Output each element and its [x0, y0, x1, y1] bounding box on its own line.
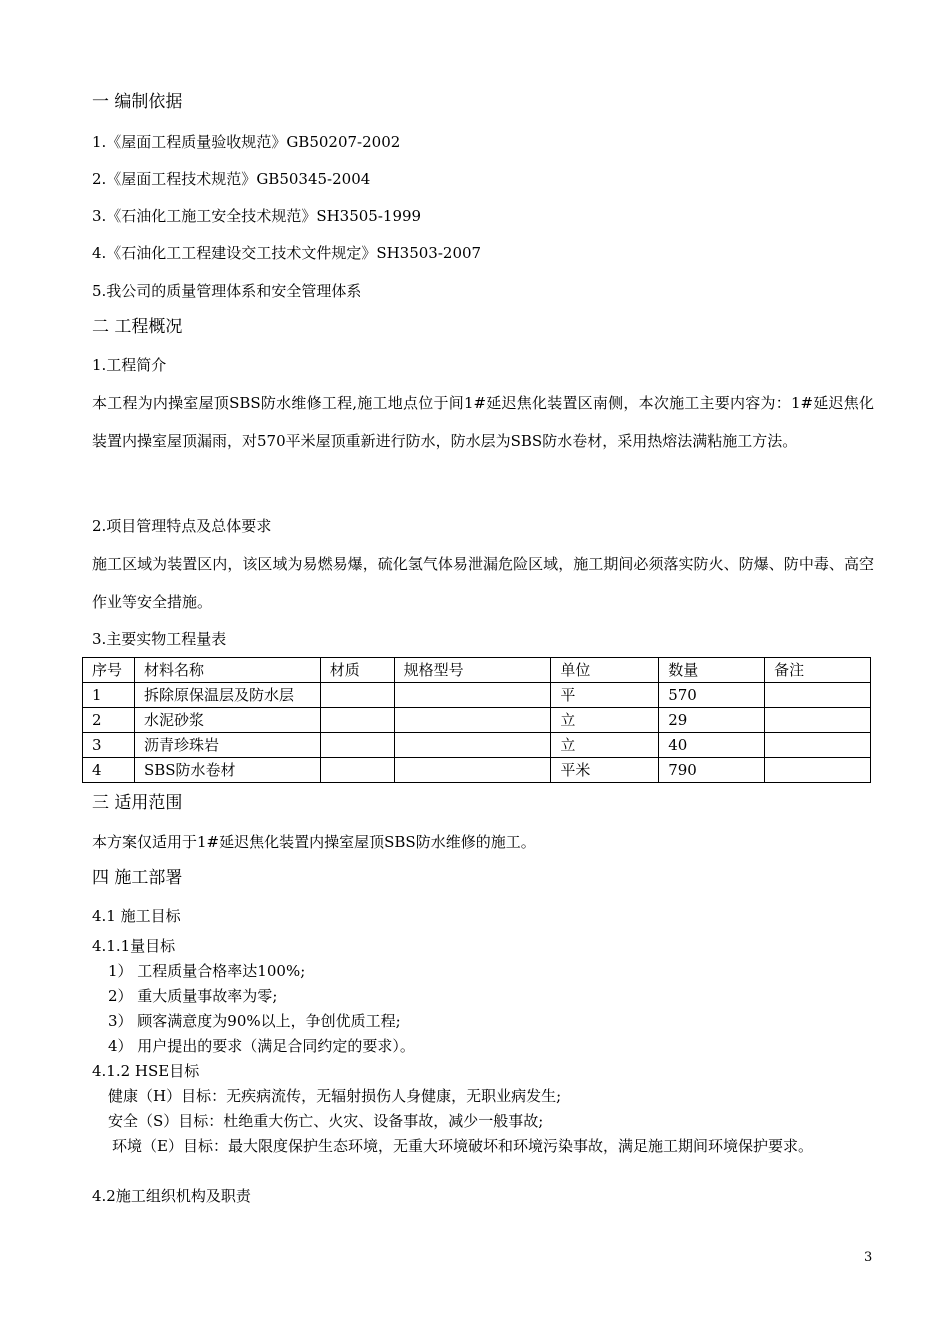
table-cell: [320, 708, 394, 733]
table-cell: 1: [83, 683, 135, 708]
table-cell: 平米: [551, 758, 659, 783]
header-cell: 序号: [83, 658, 135, 683]
reference-item: 1.《屋面工程质量验收规范》GB50207-2002: [92, 133, 401, 151]
header-cell: 材质: [320, 658, 394, 683]
reference-item: 4.《石油化工工程建设交工技术文件规定》SH3503-2007: [92, 244, 482, 262]
paragraph-scope: 本方案仅适用于1#延迟焦化装置内操室屋顶SBS防水维修的施工。: [92, 833, 536, 851]
table-cell: 570: [659, 683, 765, 708]
subheading-quality-goals: 4.1.1量目标: [92, 937, 176, 955]
table-row: [83, 708, 871, 733]
table-cell: [320, 683, 394, 708]
table-row: [83, 733, 871, 758]
table-row: [83, 683, 871, 708]
table-cell: [765, 733, 871, 758]
hse-item: 安全（S）目标：杜绝重大伤亡、火灾、设备事故，减少一般事故;: [108, 1112, 544, 1130]
section-heading-2: 二 工程概况: [92, 317, 183, 337]
subheading-construction-goals: 4.1 施工目标: [92, 907, 181, 925]
header-cell: 备注: [765, 658, 871, 683]
table-cell: 水泥砂浆: [134, 708, 320, 733]
table-cell: 3: [83, 733, 135, 758]
header-cell: 单位: [551, 658, 659, 683]
table-cell: 平: [551, 683, 659, 708]
table-cell: [765, 708, 871, 733]
table-header-row: [83, 658, 871, 683]
header-cell: 规格型号: [394, 658, 551, 683]
table-cell: 立: [551, 733, 659, 758]
table-cell: [394, 758, 551, 783]
reference-item: 3.《石油化工施工安全技术规范》SH3505-1999: [92, 207, 422, 225]
header-cell: 数量: [659, 658, 765, 683]
table-cell: [765, 758, 871, 783]
reference-item: 2.《屋面工程技术规范》GB50345-2004: [92, 170, 371, 188]
hse-item: 健康（H）目标：无疾病流传，无辐射损伤人身健康，无职业病发生;: [108, 1087, 562, 1105]
subheading-organization: 4.2施工组织机构及职责: [92, 1187, 251, 1205]
table-cell: [394, 733, 551, 758]
goal-item: 4） 用户提出的要求（满足合同约定的要求）。: [108, 1037, 415, 1055]
table-cell: 790: [659, 758, 765, 783]
table-cell: [320, 733, 394, 758]
section-heading-1: 一 编制依据: [92, 92, 183, 112]
section-heading-4: 四 施工部署: [92, 868, 183, 888]
quantity-table: [82, 657, 871, 783]
table-cell: [394, 683, 551, 708]
table-cell: 4: [83, 758, 135, 783]
page-number: 3: [864, 1250, 873, 1265]
table-cell: [765, 683, 871, 708]
table-row: [83, 758, 871, 783]
goal-item: 2） 重大质量事故率为零;: [108, 987, 278, 1005]
table-cell: 29: [659, 708, 765, 733]
section-heading-3: 三 适用范围: [92, 793, 183, 813]
table-cell: 2: [83, 708, 135, 733]
table-cell: 拆除原保温层及防水层: [134, 683, 320, 708]
paragraph-management: 施工区域为装置区内，该区域为易燃易爆，硫化氢气体易泄漏危险区域，施工期间必须落实防火、防爆、防中毒、高空作业等安全措施。: [92, 555, 874, 611]
reference-item: 5.我公司的质量管理体系和安全管理体系: [92, 282, 362, 300]
table-cell: [394, 708, 551, 733]
goal-item: 3） 顾客满意度为90%以上，争创优质工程;: [108, 1012, 401, 1030]
hse-item: 环境（E）目标：最大限度保护生态环境，无重大环境破坏和环境污染事故，满足施工期间环境保护要求。: [112, 1137, 813, 1155]
paragraph-project-intro: 本工程为内操室屋顶SBS防水维修工程,施工地点位于间1#延迟焦化装置区南侧，本次施工主要内容为：1#延迟焦化装置内操室屋顶漏雨，对570平米屋顶重新进行防水，防水层为SBS防水卷材，采用热熔法满粘施工方法。: [92, 394, 874, 450]
table-cell: 立: [551, 708, 659, 733]
subheading-hse-goals: 4.1.2 HSE目标: [92, 1062, 200, 1080]
subheading-quantity-table: 3.主要实物工程量表: [92, 630, 227, 648]
header-cell: 材料名称: [134, 658, 320, 683]
subheading-management: 2.项目管理特点及总体要求: [92, 517, 272, 535]
goal-item: 1） 工程质量合格率达100%;: [108, 962, 306, 980]
table-cell: [320, 758, 394, 783]
table-cell: SBS防水卷材: [134, 758, 320, 783]
subheading-project-intro: 1.工程简介: [92, 356, 167, 374]
table-cell: 40: [659, 733, 765, 758]
table-cell: 沥青珍珠岩: [134, 733, 320, 758]
